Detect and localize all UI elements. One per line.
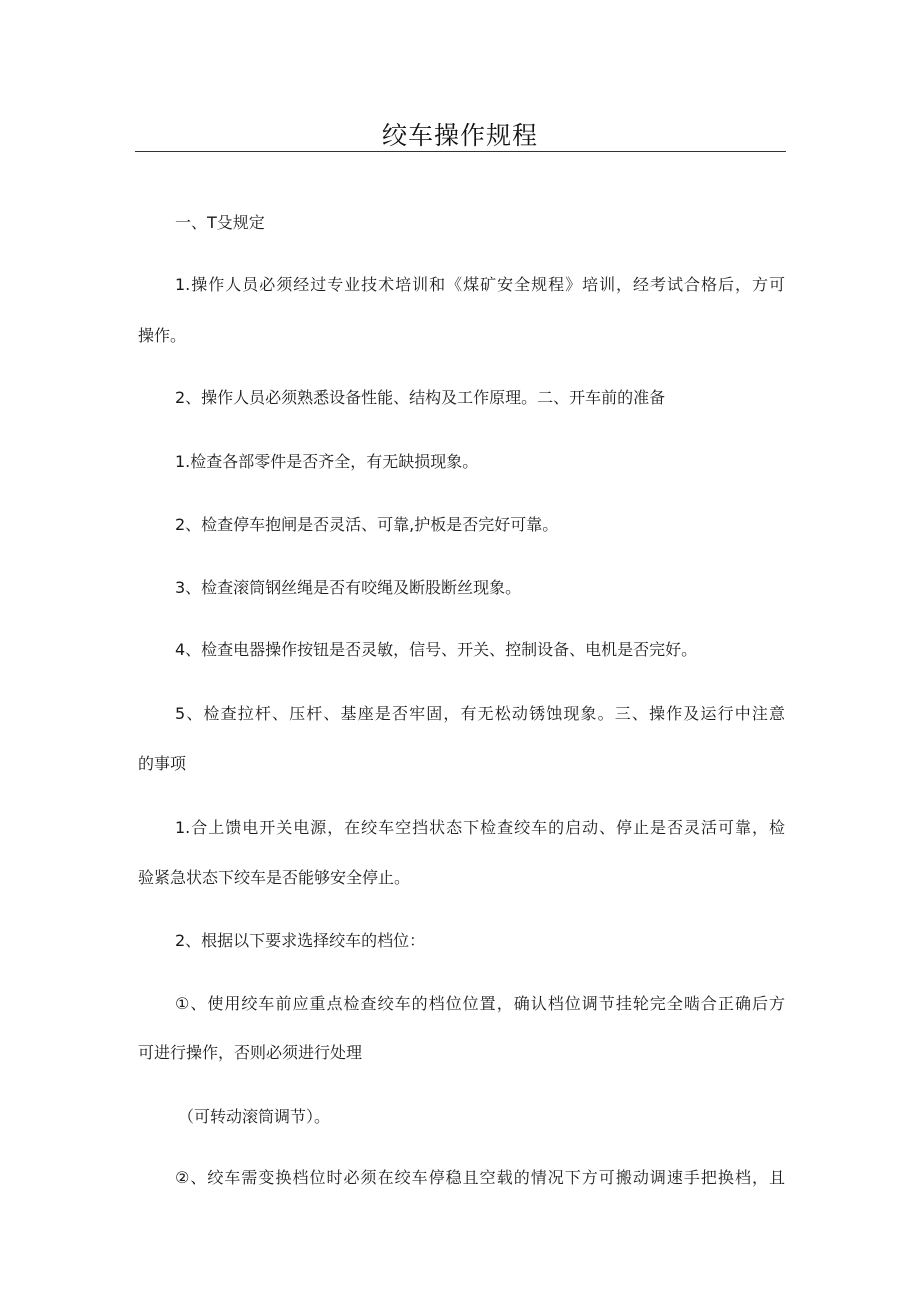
paragraph-line: 2、根据以下要求选择绞车的档位： bbox=[175, 931, 426, 950]
paragraph-line: 1.检查各部零件是否齐全，有无缺损现象。 bbox=[175, 452, 479, 471]
paragraph-line: 4、检查电器操作按钮是否灵敏，信号、开关、控制设备、电机是否完好。 bbox=[175, 640, 698, 659]
paragraph-line: 操作。 bbox=[138, 326, 187, 345]
paragraph-line: 2、操作人员必须熟悉设备性能、结构及工作原理。二、开车前的准备 bbox=[175, 388, 666, 407]
paragraph-line: 验紧急状态下绞车是否能够安全停止。 bbox=[138, 868, 411, 887]
paragraph-line: 的事项 bbox=[138, 754, 187, 773]
paragraph-line: 5、检查拉杆、压杆、基座是否牢固，有无松动锈蚀现象。三、操作及运行中注意 bbox=[175, 704, 785, 723]
section-heading-general: 一、T殳规定 bbox=[175, 213, 265, 232]
paragraph-line: ②、绞车需变换档位时必须在绞车停稳且空载的情况下方可搬动调速手把换档，且 bbox=[175, 1168, 785, 1187]
title-underline bbox=[135, 151, 786, 152]
document-title: 绞车操作规程 bbox=[381, 121, 538, 150]
paragraph-line: ①、使用绞车前应重点检查绞车的档位位置，确认档位调节挂轮完全啮合正确后方 bbox=[175, 994, 785, 1013]
paragraph-line: （可转动滚筒调节）。 bbox=[178, 1107, 331, 1126]
paragraph-line: 1.操作人员必须经过专业技术培训和《煤矿安全规程》培训，经考试合格后，方可 bbox=[175, 275, 785, 294]
paragraph-line: 可进行操作，否则必须进行处理 bbox=[138, 1043, 363, 1062]
paragraph-line: 1.合上馈电开关电源，在绞车空挡状态下检查绞车的启动、停止是否灵活可靠，检 bbox=[175, 818, 785, 837]
paragraph-line: 3、检查滚筒钢丝绳是否有咬绳及断股断丝现象。 bbox=[175, 578, 522, 597]
paragraph-line: 2、检查停车抱闸是否灵活、可靠,护板是否完好可靠。 bbox=[175, 515, 559, 534]
